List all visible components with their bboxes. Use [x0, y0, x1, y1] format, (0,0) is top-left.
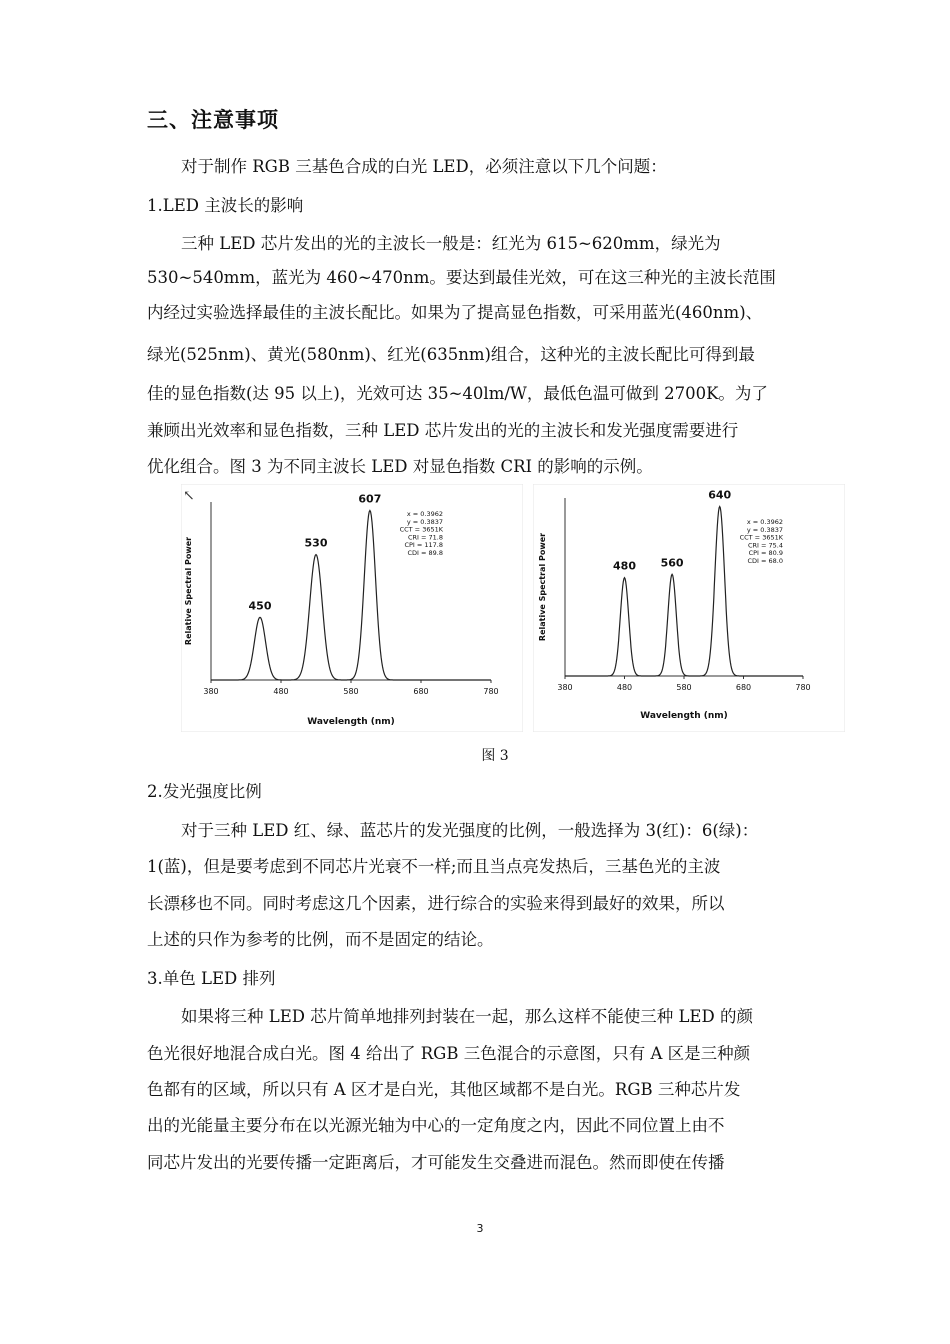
spectrum-figure — [181, 484, 845, 732]
stats-annotation: CPI = 80.9 — [748, 549, 783, 558]
peak-label: 640 — [708, 488, 732, 502]
paragraph-line: 兼顾出光效率和显色指数，三种 LED 芯片发出的光的主波长和发光强度需要进行 — [147, 421, 739, 440]
spectrum-chart-left — [181, 484, 523, 732]
section-heading: 三、注意事项 — [147, 108, 279, 132]
stats-annotation: y = 0.3837 — [406, 517, 443, 526]
stats-annotation: CCT = 3651K — [399, 525, 443, 534]
paragraph-line: 530~540mm，蓝光为 460~470nm。要达到最佳光效，可在这三种光的主波长范围 — [147, 268, 776, 287]
x-tick-label: 780 — [795, 683, 811, 692]
intro-paragraph: 对于制作 RGB 三基色合成的白光 LED，必须注意以下几个问题： — [181, 157, 667, 176]
item-title-2: 2.发光强度比例 — [147, 782, 262, 801]
page-number: 3 — [476, 1222, 484, 1235]
paragraph-line: 色都有的区域，所以只有 A 区才是白光，其他区域都不是白光。RGB 三种芯片发 — [147, 1080, 741, 1099]
x-tick-label: 480 — [273, 687, 289, 696]
stats-annotation: CRI = 71.8 — [407, 533, 443, 542]
spectrum-line — [211, 511, 491, 681]
x-axis-label: Wavelength (nm) — [307, 717, 395, 727]
x-tick-label: 480 — [616, 683, 633, 692]
x-tick-label: 580 — [676, 683, 692, 692]
paragraph-line: 出的光能量主要分布在以光源光轴为中心的一定角度之内，因此不同位置上由不 — [147, 1116, 725, 1135]
paragraph-line: 同芯片发出的光要传播一定距离后，才可能发生交叠进而混色。然而即使在传播 — [147, 1153, 725, 1172]
x-tick-label: 380 — [557, 683, 573, 692]
arrow-cursor-icon: ↖ — [183, 488, 195, 504]
stats-annotation: CDI = 89.8 — [407, 549, 443, 557]
stats-annotation: y = 0.3837 — [746, 525, 783, 534]
paragraph-line: 如果将三种 LED 芯片简单地排列封装在一起，那么这样不能使三种 LED 的颜 — [181, 1007, 753, 1026]
stats-annotation: x = 0.3962 — [406, 510, 443, 518]
peak-label: 450 — [248, 599, 272, 613]
item-title-1: 1.LED 主波长的影响 — [147, 196, 304, 215]
paragraph-line: 对于三种 LED 红、绿、蓝芯片的发光强度的比例，一般选择为 3(红)：6(绿)： — [181, 821, 759, 840]
figure-caption: 图 3 — [481, 748, 509, 764]
paragraph-line: 三种 LED 芯片发出的光的主波长一般是：红光为 615~620mm，绿光为 — [181, 234, 721, 253]
spectrum-chart-right — [533, 484, 845, 732]
y-axis-label: Relative Spectral Power — [538, 532, 547, 642]
stats-annotation: CPI = 117.8 — [404, 541, 443, 550]
paragraph-line: 上述的只作为参考的比例，而不是固定的结论。 — [147, 930, 494, 949]
peak-label: 607 — [358, 492, 382, 506]
peak-label: 530 — [304, 536, 328, 550]
paragraph-line: 优化组合。图 3 为不同主波长 LED 对显色指数 CRI 的影响的示例。 — [147, 457, 653, 476]
paragraph-line: 1(蓝)，但是要考虑到不同芯片光衰不一样;而且当点亮发热后，三基色光的主波 — [147, 857, 721, 876]
x-tick-label: 680 — [413, 687, 429, 696]
paragraph-line: 佳的显色指数(达 95 以上)，光效可达 35~40lm/W，最低色温可做到 2700K。为了 — [147, 384, 768, 403]
x-tick-label: 380 — [203, 687, 219, 696]
x-tick-label: 780 — [483, 687, 499, 696]
stats-annotation: CDI = 68.0 — [747, 557, 783, 565]
peak-label: 480 — [613, 559, 636, 573]
paragraph-line: 绿光(525nm)、黄光(580nm)、红光(635nm)组合，这种光的主波长配比可得到最 — [147, 345, 755, 364]
chart-frame — [533, 484, 845, 732]
x-tick-label: 680 — [735, 683, 752, 692]
item-title-3: 3.单色 LED 排列 — [147, 969, 276, 988]
paragraph-line: 长漂移也不同。同时考虑这几个因素，进行综合的实验来得到最好的效果，所以 — [147, 894, 725, 913]
stats-annotation: CRI = 75.4 — [747, 541, 783, 550]
y-axis-label: Relative Spectral Power — [184, 536, 193, 646]
peak-label: 560 — [660, 556, 684, 570]
paragraph-line: 内经过实验选择最佳的主波长配比。如果为了提高显色指数，可采用蓝光(460nm)、 — [147, 303, 763, 322]
stats-annotation: x = 0.3962 — [746, 518, 783, 526]
x-axis-label: Wavelength (nm) — [640, 711, 728, 721]
paragraph-line: 色光很好地混合成白光。图 4 给出了 RGB 三色混合的示意图，只有 A 区是三种颜 — [147, 1044, 751, 1063]
x-tick-label: 580 — [343, 687, 359, 696]
stats-annotation: CCT = 3651K — [739, 533, 783, 542]
